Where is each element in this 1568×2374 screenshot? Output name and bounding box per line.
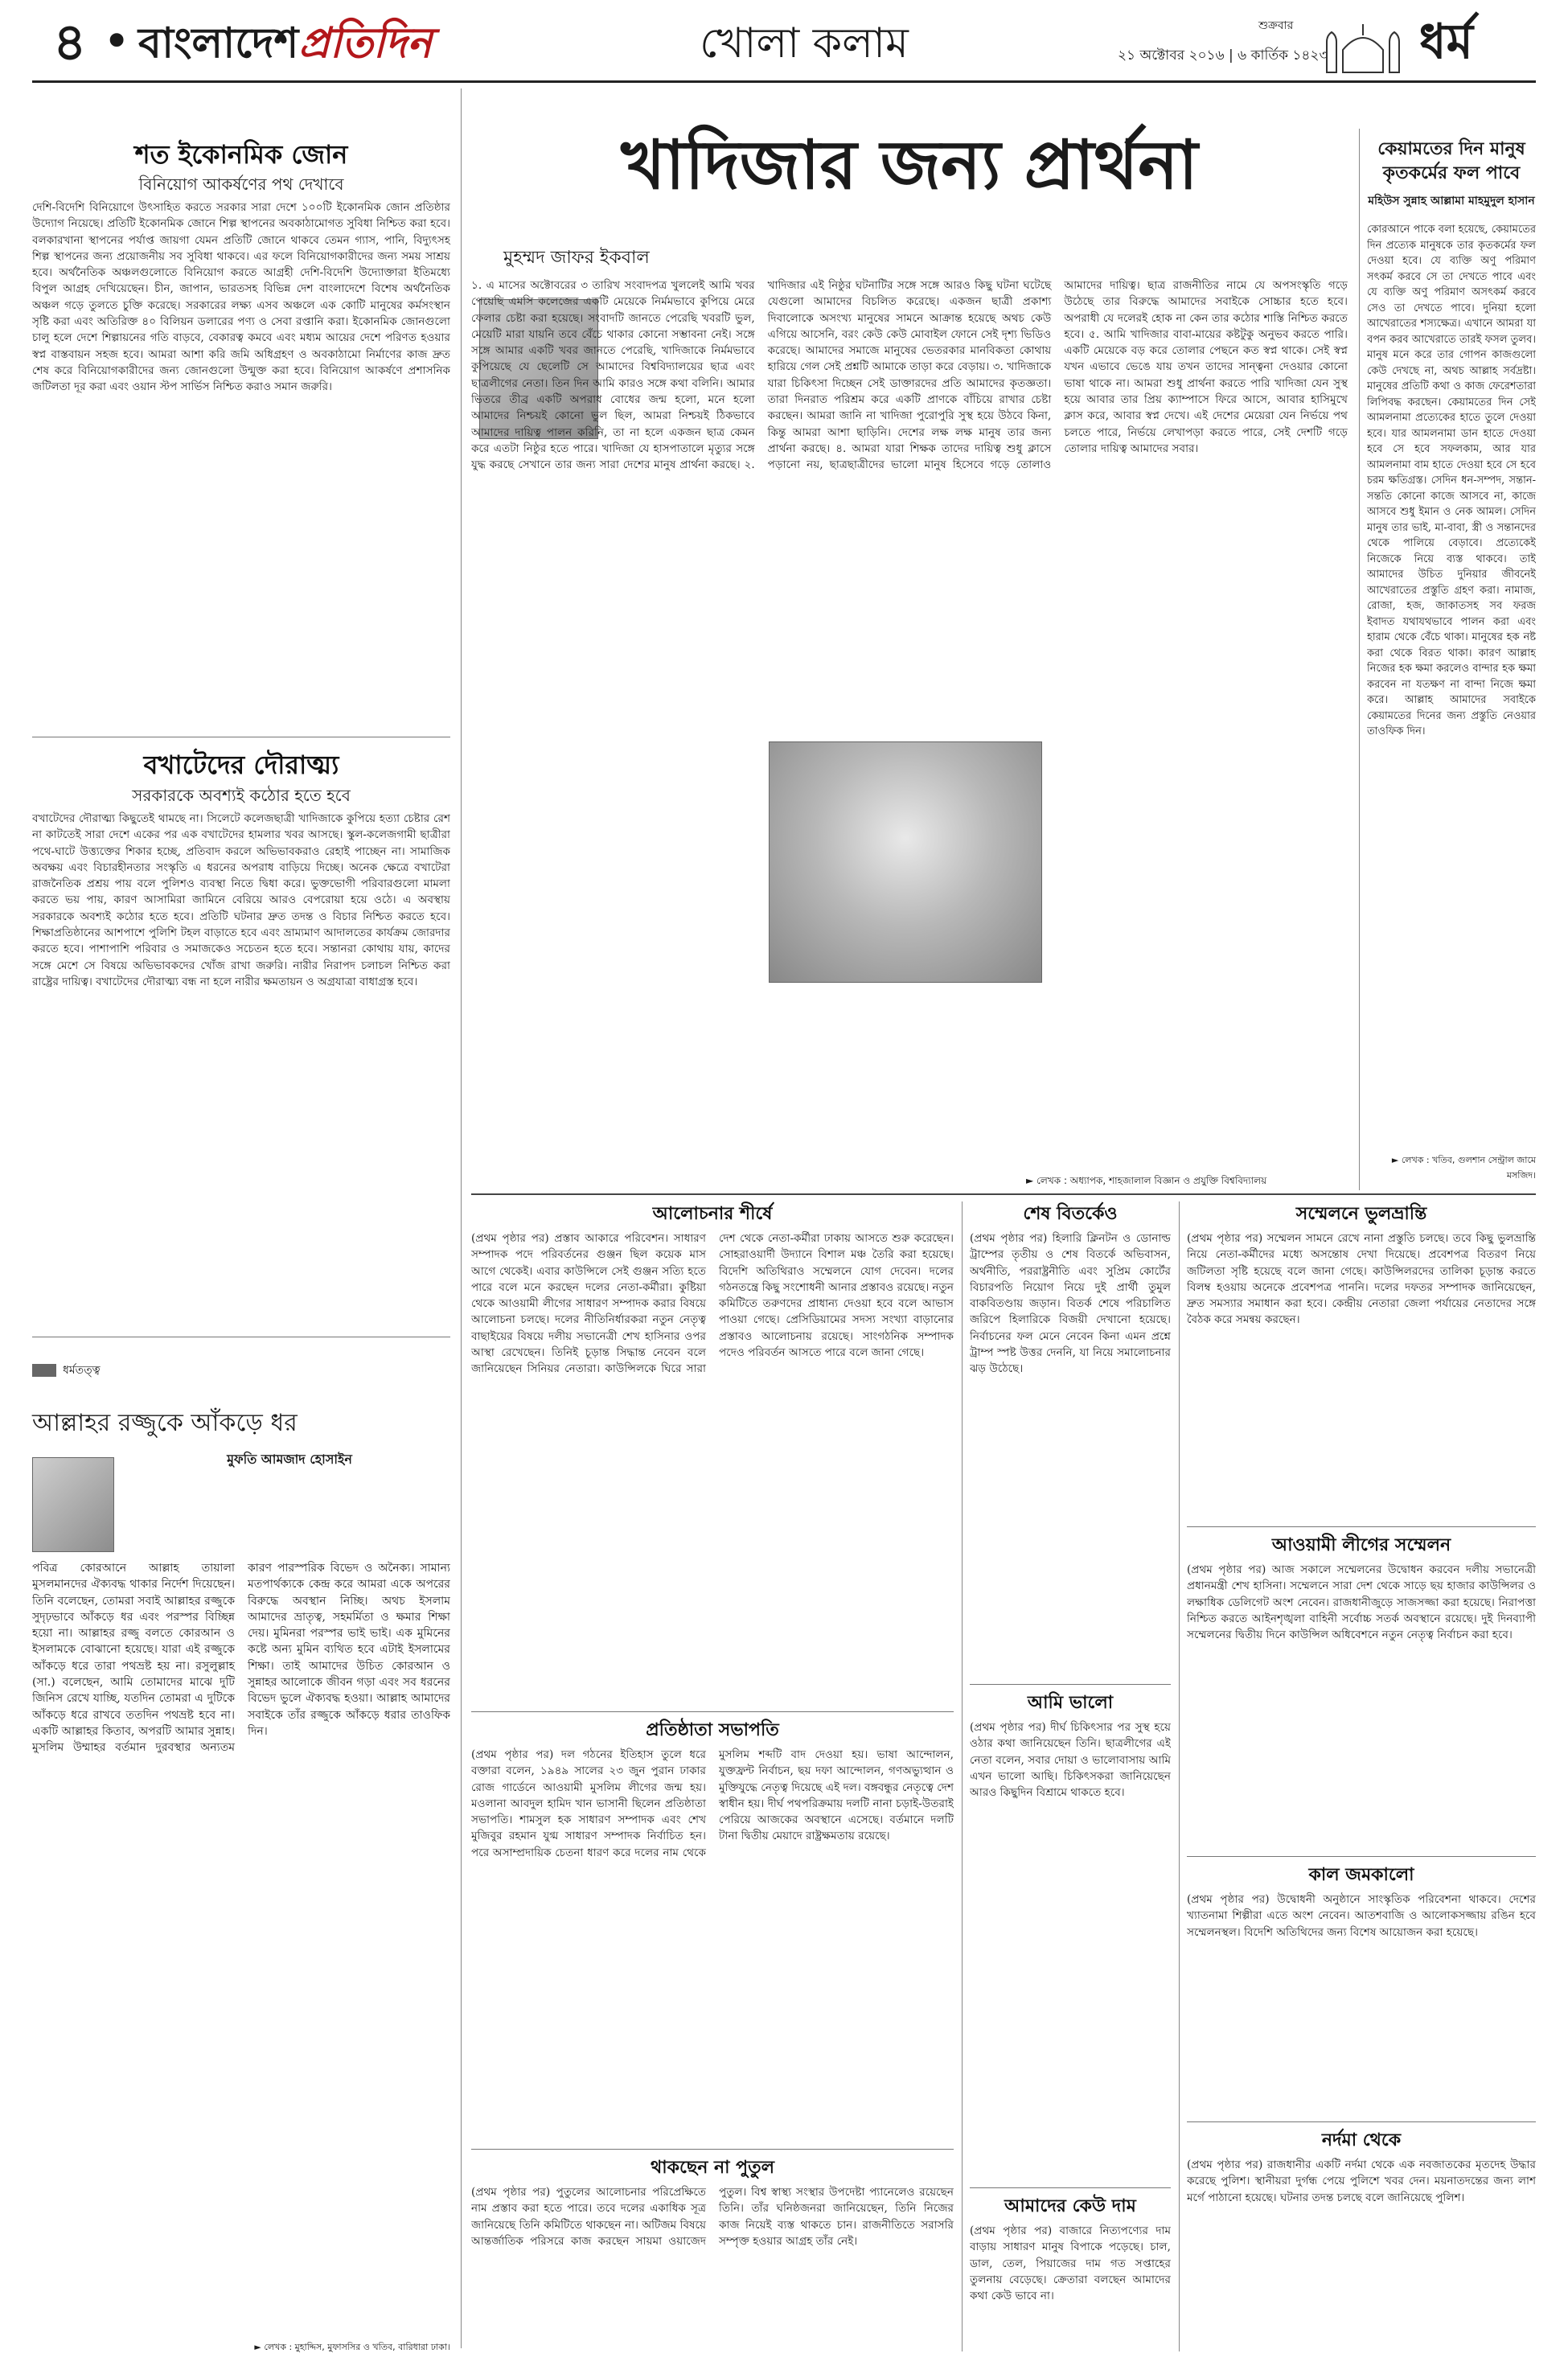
fine-rule xyxy=(970,2187,1171,2188)
author-photo xyxy=(32,1457,114,1552)
price-title: আমাদের কেউ দাম xyxy=(1004,2195,1136,2216)
main-article-title: খাদিজার জন্য প্রার্থনা xyxy=(621,125,1198,204)
discussion-body: (প্রথম পৃষ্ঠার পর) প্রস্তাব আকারে পরিবেশন। সাধারণ সম্পাদক পদে পরিবর্তনের গুঞ্জন ছিল কয়েক মাস আগে থেকেই। এবার কাউন্সিলে সেই গুঞ্জন সত্যি হতে পারে বলে মনে করছেন দলের নেতা-কর্মীরা। কুষ্টিয়া থেকে আওয়ামী লীগের সাধারণ সম্পাদক করার বিষয়ে আলোচনা চলছে। দলের নীতিনির্ধারকরা নতুন নেতৃত্ব বাছাইয়ের বিষয়ে দলীয় সভানেত্রী শেখ হাসিনার ওপর আস্থা রেখেছেন। তিনিই চূড়ান্ত সিদ্ধান্ত নেবেন বলে জানিয়েছেন সিনিয়র নেতারা। কাউন্সিলকে ঘিরে সারা দেশ থেকে নেতা-কর্মীরা ঢাকায় আসতে শুরু করেছেন। সোহরাওয়ার্দী উদ্যানে বিশাল মঞ্চ তৈরি করা হয়েছে। বিদেশি অতিথিরাও সম্মেলনে যোগ দেবেন। দলের গঠনতন্ত্রে কিছু সংশোধনী আনার প্রস্তাবও রয়েছে। নতুন কমিটিতে তরুণদের প্রাধান্য দেওয়া হবে বলে আভাস পাওয়া গেছে। প্রেসিডিয়ামের সদস্য সংখ্যা বাড়ানোর প্রস্তাবও আলোচনায় রয়েছে। সাংগঠনিক সম্পাদক পদেও পরিবর্তন আসতে পারে বলে জানা গেছে। xyxy=(471,1232,954,1376)
weekday: শুক্রবার xyxy=(1258,19,1294,32)
mosque-icon xyxy=(1319,18,1407,74)
price-body: (প্রথম পৃষ্ঠার পর) বাজারে নিত্যপণ্যের দাম বাড়ায় সাধারণ মানুষ বিপাকে পড়েছে। চাল, ডাল, তেল, পিয়াজের দাম গত সপ্তাহের তুলনায় বেড়েছে। ক্রেতারা বলছেন আমাদের কথা কেউ ভাবে না। xyxy=(970,2224,1171,2303)
right-column xyxy=(1367,137,1536,1182)
page-number: ৪ xyxy=(53,12,87,72)
main-article-body: ১. এ মাসের অক্টোবরের ৩ তারিখ সংবাদপত্র খুললেই আমি খবর পেয়েছি এমসি কলেজের একটি মেয়েকে নির্মমভাবে কুপিয়ে মেরে ফেলার চেষ্টা করা হয়েছে। সংবাদটি জানতে পেরেছি খবরটি ভুল, মেয়েটি মারা যায়নি তবে বেঁচে থাকার কোনো সম্ভাবনা নেই। সঙ্গে সঙ্গে আমার একটি খবর জানতে পেরেছি, খাদিজাকে নির্মমভাবে কুপিয়েছে যে ছেলেটি সে আমাদের বিশ্ববিদ্যালয়ের ছাত্র এবং ছাত্রলীগের নেতা। তিন দিন আমি কারও সঙ্গে কথা বলিনি। আমার ভিতরে তীব্র একটি অপরাধ বোধের জন্ম হলো, মনে হলো আমাদের নিশ্চয়ই কোনো ভুল ছিল, আমরা নিশ্চয়ই ঠিকভাবে আমাদের দায়িত্ব পালন করিনি, তা না হলে একজন ছাত্র কেমন করে এতটা নিষ্ঠুর হতে পারে। খাদিজা যে হাসপাতালে মৃত্যুর সঙ্গে যুদ্ধ করছে সেখানে তার জন্য সারা দেশের মানুষ প্রার্থনা করছে। ২. খাদিজার এই নিষ্ঠুর ঘটনাটির সঙ্গে সঙ্গে আরও কিছু ঘটনা ঘটেছে যেগুলো আমাদের বিচলিত করেছে। একজন ছাত্রী প্রকাশ্য দিবালোকে অসংখ্য মানুষের সামনে আক্রান্ত হয়েছে অথচ কেউ এগিয়ে আসেনি, বরং কেউ কেউ মোবাইল ফোনে সেই দৃশ্য ভিডিও করেছে। আমাদের সমাজে মানুষের ভেতরকার মানবিকতা কোথায় হারিয়ে গেল সেই প্রশ্নটি আমাকে তাড়া করে বেড়ায়। ৩. খাদিজাকে যারা চিকিৎসা দিচ্ছেন সেই ডাক্তারদের প্রতি আমাদের কৃতজ্ঞতা। তারা দিনরাত পরিশ্রম করে একটি প্রাণকে বাঁচিয়ে রাখার চেষ্টা করছেন। আমরা জানি না খাদিজা পুরোপুরি সুস্থ হয়ে উঠবে কিনা, কিন্তু আমরা আশা ছাড়িনি। দেশের লক্ষ লক্ষ মানুষ তার জন্য প্রার্থনা করছে। ৪. আমরা যারা শিক্ষক তাদের দায়িত্ব শুধু ক্লাসে পড়ানো নয়, ছাত্রছাত্রীদের ভালো মানুষ হিসেবে গড়ে তোলাও আমাদের দায়িত্ব। ছাত্র রাজনীতির নামে যে অপসংস্কৃতি গড়ে উঠেছে তার বিরুদ্ধে আমাদের সবাইকে সোচ্চার হতে হবে। অপরাধী যে দলেরই হোক না কেন তার কঠোর শাস্তি নিশ্চিত করতে হবে। ৫. আমি খাদিজার বাবা-মায়ের কষ্টটুকু অনুভব করতে পারি। একটি মেয়েকে বড় করে তোলার পেছনে কত স্বপ্ন থাকে। সেই স্বপ্ন যখন এভাবে ভেঙে যায় তখন তাদের সান্ত্বনা দেওয়ার কোনো ভাষা থাকে না। আমরা শুধু প্রার্থনা করতে পারি খাদিজা যেন সুস্থ হয়ে আবার তার প্রিয় ক্যাম্পাসে ফিরে আসে, আবার হাসিমুখে ক্লাস করে, আবার স্বপ্ন দেখে। এই দেশের মেয়েরা যেন নির্ভয়ে পথ চলতে পারে, নির্ভয়ে লেখাপড়া করতে পারে, সেই দেশটি গড়ে তোলার দায়িত্ব আমাদের সবার। xyxy=(471,279,1348,472)
confusion-body: (প্রথম পৃষ্ঠার পর) সম্মেলন সামনে রেখে নানা প্রস্তুতি চলছে। তবে কিছু ভুলভ্রান্তি নিয়ে নেতা-কর্মীদের মধ্যে অসন্তোষ দেখা দিয়েছে। প্রবেশপত্র বিতরণ নিয়ে জটিলতা সৃষ্টি হয়েছে বলে জানা গেছে। কাউন্সিলরদের তালিকা চূড়ান্ত করতে বিলম্ব হওয়ায় অনেকে প্রবেশপত্র পাননি। দলের দফতর সম্পাদক জানিয়েছেন, দ্রুত সমস্যার সমাধান করা হবে। কেন্দ্রীয় নেতারা জেলা পর্যায়ের নেতাদের সঙ্গে বৈঠক করে সমন্বয় করছেন। xyxy=(1187,1232,1536,1327)
drain-body: (প্রথম পৃষ্ঠার পর) রাজধানীর একটি নর্দমা থেকে এক নবজাতকের মৃতদেহ উদ্ধার করেছে পুলিশ। স্থানীয়রা দুর্গন্ধ পেয়ে পুলিশে খবর দেন। ময়নাতদন্তের জন্য লাশ মর্গে পাঠানো হয়েছে। ঘটনার তদন্ত চলছে বলে জানিয়েছে পুলিশ। xyxy=(1187,2158,1536,2204)
religion-signoff: ► লেখক : মুহাদ্দিস, মুফাসসির ও খতিব, বারিধারা ঢাকা। xyxy=(254,2342,450,2352)
debate-body: (প্রথম পৃষ্ঠার পর) হিলারি ক্লিনটন ও ডোনাল্ড ট্রাম্পের তৃতীয় ও শেষ বিতর্কে অভিবাসন, অর্থনীতি, পররাষ্ট্রনীতি এবং সুপ্রিম কোর্টের বিচারপতি নিয়োগ নিয়ে দুই প্রার্থী তুমুল বাকবিতণ্ডায় জড়ান। বিতর্ক শেষে পরিচালিত জরিপে হিলারিকে বিজয়ী দেখানো হয়েছে। নির্বাচনের ফল মেনে নেবেন কিনা এমন প্রশ্নে ট্রাম্প স্পষ্ট উত্তর দেননি, যা নিয়ে সমালোচনার ঝড় উঠেছে। xyxy=(970,1232,1171,1376)
drain-title: নর্দমা থেকে xyxy=(1321,2130,1402,2150)
religion-label-text: ধর্মতত্ত্ব xyxy=(63,1364,101,1377)
conference-title: আওয়ামী লীগের সম্মেলন xyxy=(1271,1534,1451,1555)
paper-name-part-a: বাংলাদেশ xyxy=(138,18,299,68)
religion-label xyxy=(32,1361,101,1378)
religion-label-icon xyxy=(32,1364,56,1377)
religion-body: পবিত্র কোরআনে আল্লাহ তায়ালা মুসলমানদের ঐক্যবদ্ধ থাকার নির্দেশ দিয়েছেন। তিনি বলেছেন, তোমরা সবাই আল্লাহর রজ্জুকে সুদৃঢ়ভাবে আঁকড়ে ধর এবং পরস্পর বিচ্ছিন্ন হয়ো না। আল্লাহর রজ্জু বলতে কোরআন ও ইসলামকে বোঝানো হয়েছে। যারা এই রজ্জুকে আঁকড়ে ধরে তারা পথভ্রষ্ট হয় না। রসুলুল্লাহ (সা.) বলেছেন, আমি তোমাদের মাঝে দুটি জিনিস রেখে যাচ্ছি, যতদিন তোমরা এ দুটিকে আঁকড়ে ধরে রাখবে ততদিন পথভ্রষ্ট হবে না। একটি আল্লাহর কিতাব, অপরটি আমার সুন্নাহ। মুসলিম উম্মাহর বর্তমান দুরবস্থার অন্যতম কারণ পারস্পরিক বিভেদ ও অনৈক্য। সামান্য মতপার্থক্যকে কেন্দ্র করে আমরা একে অপরের বিরুদ্ধে অবস্থান নিচ্ছি। অথচ ইসলাম আমাদের ভ্রাতৃত্ব, সহমর্মিতা ও ক্ষমার শিক্ষা দেয়। মুমিনরা পরস্পর ভাই ভাই। এক মুমিনের কষ্টে অন্য মুমিন ব্যথিত হবে এটাই ইসলামের শিক্ষা। তাই আমাদের উচিত কোরআন ও সুন্নাহর আলোকে জীবন গড়া এবং সব ধরনের বিভেদ ভুলে ঐক্যবদ্ধ হওয়া। আল্লাহ আমাদের সবাইকে তাঁর রজ্জুকে আঁকড়ে ধরার তাওফিক দিন। xyxy=(32,1562,450,1755)
paper-name xyxy=(138,18,432,69)
debate-title: শেষ বিতর্কেও xyxy=(1023,1203,1118,1224)
left-divider xyxy=(461,88,462,2348)
founder-title: প্রতিষ্ঠাতা সভাপতি xyxy=(646,1719,779,1740)
bottom-col-b xyxy=(970,1201,1171,2360)
confusion-rule xyxy=(1187,1526,1536,1527)
religion-section-title: ধর্ম xyxy=(1419,14,1473,70)
conference-rule xyxy=(1187,1856,1536,1857)
jamboree-rule xyxy=(1187,2121,1536,2122)
confusion-title: সম্মেলনে ভুলভ্রান্তি xyxy=(1295,1203,1427,1224)
paper-name-part-b: প্রতিদিন xyxy=(298,18,433,68)
main-article-signoff: ► লেখক : অধ্যাপক, শাহজালাল বিজ্ঞান ও প্রযুক্তি বিশ্ববিদ্যালয় xyxy=(1026,1175,1267,1186)
bottom-col-c xyxy=(1187,1201,1536,2360)
founder-rule xyxy=(471,2149,954,2150)
discussion-title: আলোচনার শীর্ষে xyxy=(652,1203,773,1224)
right-article-body: কোরআনে পাকে বলা হয়েছে, কেয়ামতের দিন প্রত্যেক মানুষকে তার কৃতকর্মের ফল দেওয়া হবে। যে ব্যক্তি অণু পরিমাণ সৎকর্ম করবে সে তা দেখতে পাবে এবং যে ব্যক্তি অণু পরিমাণ অসৎকর্ম করবে সেও তা দেখতে পাবে। দুনিয়া হলো আখেরাতের শস্যক্ষেত্র। এখানে আমরা যা বপন করব আখেরাতে তারই ফসল তুলব। মানুষ মনে করে তার গোপন কাজগুলো কেউ দেখছে না, অথচ আল্লাহ সর্বদ্রষ্টা। মানুষের প্রতিটি কথা ও কাজ ফেরেশতারা লিপিবদ্ধ করছেন। কেয়ামতের দিন সেই আমলনামা প্রত্যেকের হাতে তুলে দেওয়া হবে। যার আমলনামা ডান হাতে দেওয়া হবে সে হবে সফলকাম, আর যার আমলনামা বাম হাতে দেওয়া হবে সে হবে চরম ক্ষতিগ্রস্ত। সেদিন ধন-সম্পদ, সন্তান-সন্ততি কোনো কাজে আসবে না, কাজে আসবে শুধু ইমান ও নেক আমল। সেদিন মানুষ তার ভাই, মা-বাবা, স্ত্রী ও সন্তানদের থেকে পালিয়ে বেড়াবে। প্রত্যেকেই নিজেকে নিয়ে ব্যস্ত থাকবে। তাই আমাদের উচিত দুনিয়ার জীবনেই আখেরাতের প্রস্তুতি গ্রহণ করা। নামাজ, রোজা, হজ, জাকাতসহ সব ফরজ ইবাদত যথাযথভাবে পালন করা এবং হারাম থেকে বেঁচে থাকা। মানুষের হক নষ্ট করা থেকে বিরত থাকা। কারণ আল্লাহ নিজের হক ক্ষমা করলেও বান্দার হক ক্ষমা করবেন না যতক্ষণ না বান্দা নিজে ক্ষমা করে। আল্লাহ আমাদের সবাইকে কেয়ামতের দিনের জন্য প্রস্তুতি নেওয়ার তাওফিক দিন। xyxy=(1367,224,1536,737)
religion-title: আল্লাহর রজ্জুকে আঁকড়ে ধর xyxy=(32,1409,298,1437)
editorial1-body: দেশি-বিদেশি বিনিয়োগে উৎসাহিত করতে সরকার সারা দেশে ১০০টি ইকোনমিক জোন প্রতিষ্ঠার উদ্যোগ নিয়েছে। প্রতিটি ইকোনমিক জোনে শিল্প স্থাপনের অবকাঠামোগত সুবিধা নিশ্চিত করা হবে। বলকারখানা স্থাপনের পর্যাপ্ত জায়গা যেমন প্রতিটি জোনে থাকবে তেমন গ্যাস, পানি, বিদ্যুৎসহ শিল্প স্থাপনের জন্য প্রয়োজনীয় সব সুবিধা থাকবে। এর ফলে বিনিয়োগকারীদের জন্য সময় সাশ্রয় হবে। অর্থনৈতিক অঞ্চলগুলোতে বিনিয়োগ করতে আগ্রহী দেশি-বিদেশি উদ্যোক্তারা ইতিমধ্যে বিপুল আগ্রহ দেখিয়েছেন। চীন, জাপান, ভারতসহ বিভিন্ন দেশ বাংলাদেশে বিশেষ অর্থনৈতিক অঞ্চল গড়ে তুলতে চুক্তি করেছে। সরকারের লক্ষ্য এসব অঞ্চলে এক কোটি মানুষের কর্মসংস্থান সৃষ্টি করা এবং অতিরিক্ত ৪০ বিলিয়ন ডলারের পণ্য ও সেবা রপ্তানি করা। ইকোনমিক জোনগুলো চালু হলে দেশে শিল্পায়নের গতি বাড়বে, বেকারত্ব কমবে এবং মধ্যম আয়ের দেশে পরিণত হওয়ার স্বপ্ন বাস্তবায়ন সহজ হবে। আমরা আশা করি জমি অধিগ্রহণ ও অবকাঠামো নির্মাণের কাজ দ্রুত শেষ করে বিনিয়োগকারীদের জন্য জোনগুলো উন্মুক্ত করা হবে। বিনিয়োগ আকর্ষণে প্রশাসনিক জটিলতা দূর করা এবং ওয়ান স্টপ সার্ভিস নিশ্চিত করাও সমান জরুরি। xyxy=(32,201,450,394)
jamboree-title: কাল জমকালো xyxy=(1308,1864,1414,1885)
right-article-author: মহিউস সুন্নাহ আল্লামা মাহমুদুল হাসান xyxy=(1368,195,1535,207)
right-divider xyxy=(1359,129,1360,1190)
fine-body: (প্রথম পৃষ্ঠার পর) দীর্ঘ চিকিৎসার পর সুস্থ হয়ে ওঠার কথা জানিয়েছেন তিনি। ছাত্রলীগের এই নেতা বলেন, সবার দোয়া ও ভালোবাসায় আমি এখন ভালো আছি। চিকিৎসকরা জানিয়েছেন আরও কিছুদিন বিশ্রামে থাকতে হবে। xyxy=(970,1721,1171,1800)
editorial1-subtitle: বিনিয়োগ আকর্ষণের পথ দেখাবে xyxy=(138,175,344,194)
editorial2-title: বখাটেদের দৌরাত্ম্য xyxy=(143,750,339,780)
main-article-byline: মুহম্মদ জাফর ইকবাল xyxy=(503,248,650,268)
left-column xyxy=(32,88,450,2372)
doll-title: থাকছেন না পুতুল xyxy=(651,2157,774,2178)
bottom-col-a xyxy=(471,1201,954,2360)
editorial1-title: শত ইকোনমিক জোন xyxy=(134,139,348,170)
debate-rule xyxy=(970,1684,1171,1685)
doll-body: (প্রথম পৃষ্ঠার পর) পুতুলের আলোচনার পরিপ্রেক্ষিতে নাম প্রস্তাব করা হতে পারে। তবে দলের একাধিক সূত্র জানিয়েছে তিনি কমিটিতে থাকছেন না। অটিজম বিষয়ে আন্তর্জাতিক পরিসরে কাজ করছেন সায়মা ওয়াজেদ পুতুল। বিশ্ব স্বাস্থ্য সংস্থার উপদেষ্টা প্যানেলেও রয়েছেন তিনি। তাঁর ঘনিষ্ঠজনরা জানিয়েছেন, তিনি নিজের কাজ নিয়েই ব্যস্ত থাকতে চান। রাজনীতিতে সরাসরি সম্পৃক্ত হওয়ার আগ্রহ তাঁর নেই। xyxy=(471,2186,954,2248)
bottom-divider-1 xyxy=(962,1201,963,2351)
discussion-rule xyxy=(471,1711,954,1712)
conference-body: (প্রথম পৃষ্ঠার পর) আজ সকালে সম্মেলনের উদ্বোধন করবেন দলীয় সভানেত্রী প্রধানমন্ত্রী শেখ হাসিনা। সম্মেলনে সারা দেশ থেকে সাড়ে ছয় হাজার কাউন্সিলর ও লক্ষাধিক ডেলিগেট অংশ নেবেন। রাজধানীজুড়ে সাজসজ্জা করা হয়েছে। নিরাপত্তা নিশ্চিত করতে আইনশৃঙ্খলা বাহিনী সর্বোচ্চ সতর্ক অবস্থানে রয়েছে। দুই দিনব্যাপী সম্মেলনের দ্বিতীয় দিনে কাউন্সিল অধিবেশনে নতুন নেতৃত্ব নির্বাচন করা হবে। xyxy=(1187,1563,1536,1642)
bottom-divider-2 xyxy=(1179,1201,1180,2351)
masthead-bullet: • xyxy=(103,14,131,68)
right-article-title: কেয়ামতের দিন মানুষ কৃতকর্মের ফল পাবে xyxy=(1377,138,1525,183)
masthead-rule xyxy=(32,80,1536,83)
right-article-signoff: ► লেখক : খতিব, গুলশান সেন্ট্রাল জামে মসজিদ। xyxy=(1391,1155,1536,1181)
jamboree-body: (প্রথম পৃষ্ঠার পর) উদ্বোধনী অনুষ্ঠানে সাংস্কৃতিক পরিবেশনা থাকবে। দেশের খ্যাতনামা শিল্পীরা এতে অংশ নেবেন। আতশবাজি ও আলোকসজ্জায় রঙিন হবে সম্মেলনস্থল। বিদেশি অতিথিদের জন্য বিশেষ আয়োজন করা হয়েছে। xyxy=(1187,1893,1536,1939)
bottom-section-rule xyxy=(471,1193,1536,1195)
fine-title: আমি ভালো xyxy=(1027,1692,1114,1713)
editorial2-body: বখাটেদের দৌরাত্ম্য কিছুতেই থামছে না। সিলেটে কলেজছাত্রী খাদিজাকে কুপিয়ে হত্যা চেষ্টার রেশ না কাটতেই সারা দেশে একের পর এক বখাটেদের হামলার খবর আসছে। স্কুল-কলেজগামী ছাত্রীরা পথে-ঘাটে উত্ত্যক্তের শিকার হচ্ছে, প্রতিবাদ করলে অভিভাবকরাও রেহাই পাচ্ছেন না। সামাজিক অবক্ষয় এবং বিচারহীনতার সংস্কৃতি এ ধরনের অপরাধ বাড়িয়ে দিচ্ছে। অনেক ক্ষেত্রে বখাটেরা রাজনৈতিক প্রশ্রয় পায় বলে পুলিশও ব্যবস্থা নিতে দ্বিধা করে। ভুক্তভোগী পরিবারগুলো মামলা করতে ভয় পায়, কারণ আসামিরা জামিনে বেরিয়ে আরও বেপরোয়া হয়ে ওঠে। এ অবস্থায় সরকারকে অবশ্যই কঠোর হতে হবে। প্রতিটি ঘটনার দ্রুত তদন্ত ও বিচার নিশ্চিত করতে হবে। শিক্ষাপ্রতিষ্ঠানের আশপাশে পুলিশি টহল বাড়াতে হবে এবং ভ্রাম্যমাণ আদালতের কার্যক্রম জোরদার করতে হবে। পাশাপাশি পরিবার ও সমাজকেও সচেতন হতে হবে। সন্তানরা কোথায় যায়, কাদের সঙ্গে মেশে সে বিষয়ে অভিভাবকদের খোঁজ রাখা জরুরি। নারীর নিরাপদ চলাচল নিশ্চিত করা রাষ্ট্রের দায়িত্ব। বখাটেদের দৌরাত্ম্য বন্ধ না হলে নারীর ক্ষমতায়ন ও অগ্রযাত্রা বাধাগ্রস্ত হবে। xyxy=(32,812,450,988)
founder-body: (প্রথম পৃষ্ঠার পর) দল গঠনের ইতিহাস তুলে ধরে বক্তারা বলেন, ১৯৪৯ সালের ২৩ জুন পুরান ঢাকার রোজ গার্ডেনে আওয়ামী মুসলিম লীগের জন্ম হয়। মওলানা আবদুল হামিদ খান ভাসানী ছিলেন প্রতিষ্ঠাতা সভাপতি। শামসুল হক সাধারণ সম্পাদক এবং শেখ মুজিবুর রহমান যুগ্ম সাধারণ সম্পাদক নির্বাচিত হন। পরে অসাম্প্রদায়িক চেতনা ধারণ করে দলের নাম থেকে মুসলিম শব্দটি বাদ দেওয়া হয়। ভাষা আন্দোলন, যুক্তফ্রন্ট নির্বাচন, ছয় দফা আন্দোলন, গণঅভ্যুত্থান ও মুক্তিযুদ্ধে নেতৃত্ব দিয়েছে এই দল। বঙ্গবন্ধুর নেতৃত্বে দেশ স্বাধীন হয়। দীর্ঘ পথপরিক্রমায় দলটি নানা চড়াই-উতরাই পেরিয়ে আজকের অবস্থানে এসেছে। বর্তমানে দলটি টানা দ্বিতীয় মেয়াদে রাষ্ট্রক্ষমতায় রয়েছে। xyxy=(471,1748,954,1859)
section-title: খোলা কলাম xyxy=(700,19,909,68)
editorial2-subtitle: সরকারকে অবশ্যই কঠোর হতে হবে xyxy=(132,786,351,805)
religion-author: মুফতি আমজাদ হোসাইন xyxy=(227,1452,352,1467)
issue-date: ২১ অক্টোবর ২০১৬ | ৬ কার্তিক ১৪২৩ xyxy=(1118,47,1328,64)
main-article xyxy=(471,88,1348,1190)
